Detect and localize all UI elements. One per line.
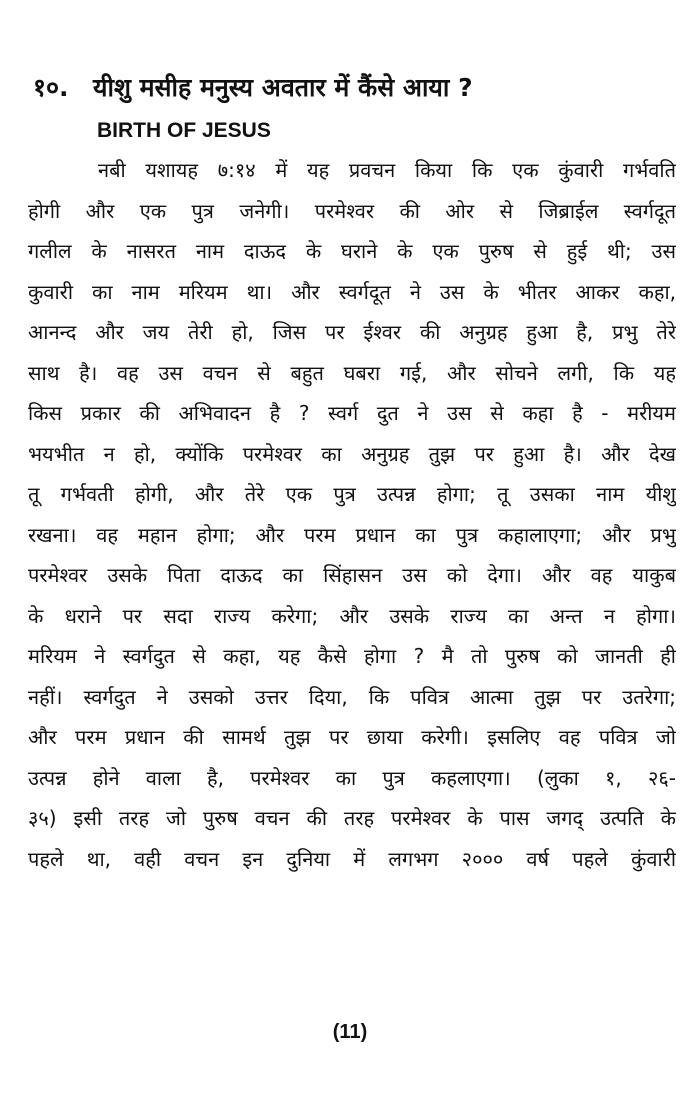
body-line: और परम प्रधान की सामर्थ तुझ पर छाया करेगी। इसलिए वह पवित्र जो: [28, 725, 676, 749]
body-line: भयभीत न हो, क्योंकि परमेश्वर का अनुग्रह तुझ पर हुआ है। और देख: [28, 441, 676, 466]
body-line: ३५) इसी तरह जो पुरुष वचन की तरह परमेश्वर के पास जगद् उत्पति के: [28, 806, 676, 830]
body-line: रखना। वह महान होगा; और परम प्रधान का पुत्र कहालाएगा; और प्रभु: [28, 522, 676, 547]
body-line: नबी यशायह ७:१४ में यह प्रवचन किया कि एक कुंवारी गर्भवति: [98, 158, 676, 182]
body-line: किस प्रकार की अभिवादन है ? स्वर्ग दुत ने उस से कहा है - मरीयम: [28, 401, 676, 425]
chapter-number: १०.: [33, 73, 69, 102]
body-line: नहीं। स्वर्गदुत ने उसको उत्तर दिया, कि पवित्र आत्मा तुझ पर उतरेगा;: [28, 684, 676, 709]
body-line: गलील के नासरत नाम दाऊद के घराने के एक पुरुष से हुई थी; उस: [28, 239, 676, 263]
chapter-heading: [33, 68, 673, 108]
body-line: कुवारी का नाम मरियम था। और स्वर्गदूत ने उस के भीतर आकर कहा,: [28, 279, 676, 304]
body-line: साथ है। वह उस वचन से बहुत घबरा गई, और सोचने लगी, कि यह: [28, 360, 676, 385]
body-line: मरियम ने स्वर्गदुत से कहा, यह कैसे होगा ? मै तो पुरुष को जानती ही: [28, 644, 676, 668]
body-line: उत्पन्न होने वाला है, परमेश्वर का पुत्र कहलाएगा। (लुका १, २६-: [28, 765, 676, 790]
chapter-title: यीशु मसीह मनुस्य अवतार में कैंसे आया ?: [93, 73, 473, 102]
body-line: परमेश्वर उसके पिता दाऊद का सिंहासन उस को देगा। और वह याकुब: [28, 563, 676, 587]
body-paragraph: [28, 150, 676, 879]
body-line: तू गर्भवती होगी, और तेरे एक पुत्र उत्पन्न होगा; तू उसका नाम यीशु: [28, 482, 676, 506]
body-line: के धराने पर सदा राज्य करेगा; और उसके राज्य का अन्त न होगा।: [28, 603, 676, 628]
chapter-subtitle: BIRTH OF JESUS: [97, 119, 271, 142]
body-line: होगी और एक पुत्र जनेगी। परमेश्वर की ओर से जिब्राईल स्वर्गदूत: [28, 198, 676, 223]
page-number: (11): [332, 1021, 368, 1043]
body-line: पहले था, वही वचन इन दुनिया में लगभग २००० वर्ष पहले कुंवारी: [28, 846, 676, 871]
body-line: आनन्द और जय तेरी हो, जिस पर ईश्वर की अनुग्रह हुआ है, प्रभु तेरे: [28, 320, 676, 344]
